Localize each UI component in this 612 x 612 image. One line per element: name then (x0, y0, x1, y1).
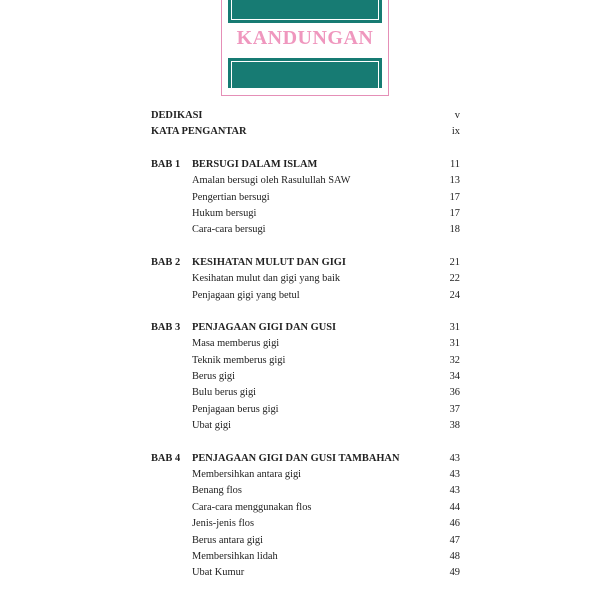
toc-item-page: 17 (449, 191, 460, 203)
toc-item-page: 44 (449, 501, 460, 513)
toc-item[interactable] (151, 533, 460, 549)
toc-item-label: Penjagaan berus gigi (192, 403, 279, 415)
toc-item-page: 17 (449, 207, 460, 219)
chapter-title: BERSUGI DALAM ISLAM (192, 158, 318, 170)
toc-item-label: Amalan bersugi oleh Rasulullah SAW (192, 175, 351, 187)
chapter-number: BAB 1 (151, 158, 181, 170)
toc-item[interactable] (151, 516, 460, 532)
toc-item[interactable] (151, 190, 460, 206)
toc-item[interactable] (151, 467, 460, 483)
toc-item-page: 46 (449, 518, 460, 530)
toc-chapter-2[interactable] (151, 255, 460, 271)
toc-item[interactable] (151, 336, 460, 352)
toc-item[interactable] (151, 418, 460, 434)
toc-item[interactable] (151, 500, 460, 516)
toc-entry-dedication[interactable] (151, 108, 460, 124)
toc-chapter-1[interactable] (151, 157, 460, 173)
toc-item-page: 48 (449, 550, 460, 562)
toc-item-label: Masa memberus gigi (192, 338, 280, 350)
chapter-title: PENJAGAAN GIGI DAN GUSI TAMBAHAN (192, 452, 400, 464)
toc-item-page: 31 (449, 338, 460, 350)
toc-item-page: 49 (449, 567, 460, 579)
toc-chapter-4[interactable] (151, 451, 460, 467)
banner-top-band (228, 0, 382, 23)
toc-item[interactable] (151, 353, 460, 369)
chapter-page: 43 (449, 452, 460, 464)
chapter-number: BAB 3 (151, 321, 181, 333)
toc-item[interactable] (151, 173, 460, 189)
toc-item-label: Benang flos (192, 485, 242, 497)
toc-item-page: 43 (449, 469, 460, 481)
toc-item-page: 24 (449, 289, 460, 301)
toc-item-label: Membersihkan lidah (192, 550, 278, 562)
toc-item[interactable] (151, 483, 460, 499)
toc-item[interactable] (151, 565, 460, 581)
toc-item-label: Teknik memberus gigi (192, 354, 286, 366)
toc-item-page: 37 (449, 403, 460, 415)
toc-item-page: 38 (449, 420, 460, 432)
banner-bottom-band (228, 58, 382, 88)
toc-item[interactable] (151, 271, 460, 287)
toc-item-label: Jenis-jenis flos (192, 518, 255, 530)
toc-item-page: 43 (449, 485, 460, 497)
chapter-number: BAB 4 (151, 452, 181, 464)
chapter-page: 21 (449, 256, 460, 268)
toc-item[interactable] (151, 549, 460, 565)
toc-item-label: Cara-cara bersugi (192, 224, 266, 236)
toc-item-label: Berus antara gigi (192, 534, 263, 546)
toc-entry-label: DEDIKASI (151, 110, 203, 121)
toc-item-page: 36 (449, 387, 460, 399)
chapter-title: KESIHATAN MULUT DAN GIGI (192, 256, 346, 268)
toc-item-label: Pengertian bersugi (192, 191, 270, 203)
toc-entry-page: v (454, 110, 460, 121)
toc-item-label: Berus gigi (192, 371, 236, 383)
toc-item-label: Ubat gigi (192, 420, 231, 432)
toc-item-label: Penjagaan gigi yang betul (192, 289, 300, 301)
toc-entry-preface[interactable] (151, 124, 460, 140)
chapter-number: BAB 2 (151, 256, 181, 268)
page-title: KANDUNGAN (236, 27, 374, 49)
toc-item-page: 47 (449, 534, 460, 546)
toc-item-label: Kesihatan mulut dan gigi yang baik (192, 273, 341, 285)
chapter-title: PENJAGAAN GIGI DAN GUSI (192, 321, 337, 333)
toc-item-page: 13 (449, 175, 460, 187)
contents-header-banner (221, 0, 389, 96)
toc-item-label: Bulu berus gigi (192, 387, 257, 399)
toc-entry-page: ix (451, 126, 460, 138)
toc-item[interactable] (151, 222, 460, 238)
toc-item[interactable] (151, 206, 460, 222)
toc-item[interactable] (151, 402, 460, 418)
toc-item-label: Hukum bersugi (192, 207, 257, 219)
toc-item[interactable] (151, 288, 460, 304)
toc-item-page: 22 (449, 273, 460, 285)
toc-item[interactable] (151, 369, 460, 385)
chapter-page: 11 (449, 158, 460, 170)
toc-item-label: Cara-cara menggunakan flos (192, 501, 312, 513)
toc-item-label: Ubat Kumur (192, 567, 245, 579)
toc-item-page: 18 (449, 224, 460, 236)
toc-item[interactable] (151, 385, 460, 401)
chapter-page: 31 (449, 321, 460, 333)
toc-item-label: Membersihkan antara gigi (192, 469, 302, 481)
toc-item-page: 32 (449, 354, 460, 366)
table-of-contents (151, 108, 460, 582)
toc-item-page: 34 (449, 371, 460, 383)
toc-chapter-3[interactable] (151, 320, 460, 336)
toc-entry-label: KATA PENGANTAR (151, 126, 247, 138)
